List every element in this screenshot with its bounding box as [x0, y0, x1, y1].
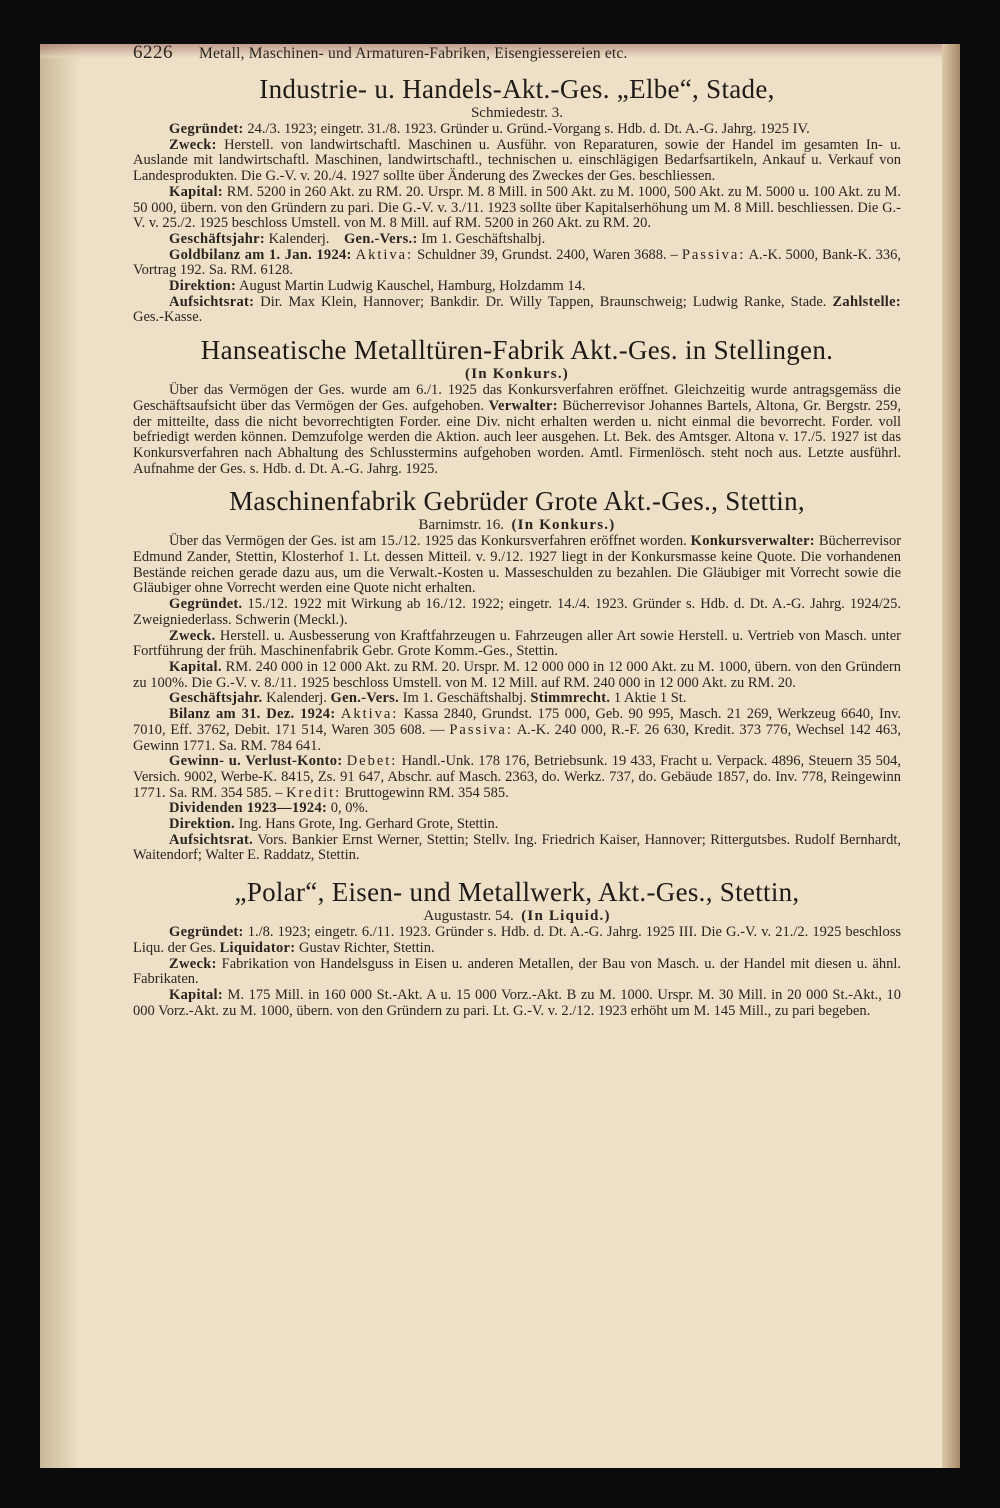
section-gap — [133, 864, 901, 876]
label-genvers: Gen.-Vers.: — [343, 230, 418, 247]
label-passiva: Passiva: — [681, 246, 746, 263]
entry-aufsichtsrat — [133, 295, 901, 326]
entry-direktion — [133, 279, 901, 295]
text-kapital: RM. 240 000 in 12 000 Akt. zu RM. 20. Urspr. M. 12 000 000 in 12 000 Akt. zu M. 1000, übern. von den Gründern zu 100%. Die G.-V. v. 8./11. 1925 beschloss Umstell. von M. 12 Mill. auf RM. 240 000 in 12 000 Akt. zu RM. 20. — [133, 658, 902, 691]
status-konkurs: (In Konkurs.) — [465, 366, 569, 383]
status-konkurs: (In Konkurs.) — [511, 517, 616, 534]
entry-zweck — [133, 957, 901, 988]
label-gegruendet: Gegründet: — [169, 121, 244, 137]
label-kapital: Kapital. — [169, 658, 222, 675]
entry-aufsichtsrat — [133, 833, 901, 864]
text-aktiva: Kassa 2840, Grundst. 175 000, Geb. 90 995, Masch. 21 269, Werkzeug 6640, Inv. 7010, Eff. 3762, Debit. 171 514, Waren 305 608. — — [133, 706, 902, 738]
text-zweck: Herstell. u. Ausbesserung von Kraftfahrzeugen u. Fahrzeugen aller Art sowie Herstell. u. Vertrieb von Masch. unter Fortführung der früh. Maschinenfabrik Gebr. Grote Komm.-Ges., Stettin. — [133, 627, 901, 660]
company-address: Augustastr. 54. — [423, 908, 514, 925]
entry-text — [133, 534, 901, 597]
label-gegruendet: Gegründet. — [169, 596, 243, 613]
company-entry-hanseatische — [133, 334, 901, 477]
text-genvers: Im 1. Geschäftshalbj. — [402, 690, 527, 707]
label-dividenden: Dividenden 1923—1924: — [169, 800, 328, 817]
label-aktiva: Aktiva: — [355, 246, 414, 263]
entry-text — [133, 383, 901, 477]
entry-bilanz — [133, 707, 901, 754]
text-geschaeftsjahr: Kalenderj. — [266, 690, 327, 707]
label-direktion: Direktion. — [169, 816, 235, 833]
text-gegruendet: 24./3. 1923; eingetr. 31./8. 1923. Gründer u. Gründ.-Vorgang s. Hdb. d. Dt. A.-G. Jahrg. 1925 IV. — [247, 121, 810, 137]
text-konkursverwalter: Bücherrevisor Edmund Zander, Stettin, Klosterhof 1. Lt. dessen Mitteil. v. 9./12. 1927 liegt in der Konkursmasse keine Quote. Die vorhandenen Bestände reichen gerade dazu aus, um die Verwalt.-Kosten u. Masseschulden zu bezahlen. Die Gläubiger mit Vorrecht sowie die Gläubiger ohne Vorrecht werden eine Quote nicht erhalten. — [133, 533, 902, 597]
text-stimmrecht: 1 Aktie 1 St. — [613, 690, 687, 707]
label-aufsichtsrat: Aufsichtsrat: — [169, 293, 255, 310]
text-direktion: August Martin Ludwig Kauschel, Hamburg, Holzdamm 14. — [239, 278, 586, 295]
label-aktiva: Aktiva: — [340, 706, 399, 723]
text-zweck: Fabrikation von Handelsguss in Eisen u. anderen Metallen, der Bau von Masch. u. der Handel mit diesen u. ähnl. Fabrikaten. — [133, 955, 902, 988]
company-address-line — [133, 517, 901, 534]
page-binding-shadow — [40, 44, 80, 1468]
company-title: Maschinenfabrik Gebrüder Grote Akt.-Ges., Stettin, — [229, 486, 805, 517]
label-genvers: Gen.-Vers. — [330, 690, 400, 707]
text-konkurs: Über das Vermögen der Ges. wurde am 6./1. 1925 das Konkursverfahren eröffnet. Gleichzeitig wurde antragsgemäss die Geschäftsaufsicht über das Vermögen der Ges. aufgehoben. — [133, 382, 901, 414]
entry-geschaeftsjahr — [133, 691, 901, 707]
running-header — [133, 42, 901, 73]
entry-kapital — [133, 660, 901, 691]
text-liquidator: Gustav Richter, Stettin. — [299, 939, 435, 956]
label-gegruendet: Gegründet: — [169, 924, 244, 941]
entry-goldbilanz — [133, 248, 901, 279]
company-title: Hanseatische Metalltüren-Fabrik Akt.-Ges. in Stellingen. — [200, 335, 834, 366]
company-address: Schmiedestr. 3. — [470, 105, 564, 121]
running-title: Metall, Maschinen- und Armaturen-Fabriken, Eisengiessereien etc. — [199, 45, 628, 62]
text-direktion: Ing. Hans Grote, Ing. Gerhard Grote, Stettin. — [238, 816, 499, 833]
text-passiva: A.-K. 240 000, R.-F. 26 630, Kredit. 373 776, Wechsel 142 463, Gewinn 1771. Sa. RM. 784 641. — [133, 721, 902, 754]
label-liquidator: Liquidator: — [219, 939, 296, 956]
label-zahlstelle: Zahlstelle: — [832, 293, 901, 310]
label-zweck: Zweck: — [169, 955, 217, 972]
label-bilanz: Bilanz am 31. Dez. 1924: — [169, 706, 336, 723]
company-entry-polar — [133, 876, 901, 1019]
label-goldbilanz: Goldbilanz am 1. Jan. 1924: — [169, 246, 352, 263]
company-entry-elbe — [133, 73, 901, 326]
text-verwalter: Bücherrevisor Johannes Bartels, Altona, Gr. Bergstr. 259, der mitteilte, dass die nicht bevorrechtigten Forder. eine Div. nicht erhalten werden u. nicht einmal die bevorrecht. Forder. voll befriedigt werden können. Demzufolge werden die Aktion. auch leer ausgehen. Lt. Bek. des Amtsger. Altona v. 17./5. 1927 ist das Konkursverfahren nach Abhaltung des Schlusstermins aufgehoben worden. Amtl. Firmenlösch. steht noch aus. Letzte ausführl. Aufnahme der Ges. s. Hdb. d. Dt. A.-G. Jahrg. 1925. — [133, 397, 902, 477]
label-direktion: Direktion: — [169, 278, 237, 295]
text-zahlstelle: Ges.-Kasse. — [133, 309, 203, 326]
entry-gegruendet — [133, 597, 901, 628]
label-verwalter: Verwalter: — [488, 397, 558, 414]
entry-zweck — [133, 629, 901, 660]
entry-gegruendet — [133, 122, 901, 138]
text-aktiva: Schuldner 39, Grundst. 2400, Waren 3688. – — [417, 246, 678, 263]
label-aufsichtsrat: Aufsichtsrat. — [169, 831, 254, 848]
label-passiva: Passiva: — [449, 721, 513, 738]
text-geschaeftsjahr: Kalenderj. — [268, 230, 330, 247]
label-geschaeftsjahr: Geschäftsjahr: — [169, 230, 266, 247]
label-stimmrecht: Stimmrecht. — [530, 690, 611, 707]
text-kapital: M. 175 Mill. in 160 000 St.-Akt. A u. 15 000 Vorz.-Akt. B zu M. 1000. Urspr. M. 30 Mill. in 20 000 St.-Akt., 10 000 Vorz.-Akt. zu M. 1000, übern. von den Gründern zu pari. Lt. G.-V. v. 2./12. 1923 erhöht um M. 145 Mill., zu pari begeben. — [133, 986, 902, 1019]
status-liquid: (In Liquid.) — [521, 908, 611, 925]
company-title: Industrie- u. Handels-Akt.-Ges. „Elbe“, Stade, — [259, 74, 775, 104]
text-aufsichtsrat: Vors. Bankier Ernst Werner, Stettin; Stellv. Ing. Friedrich Kaiser, Hannover; Rittergutsbes. Rudolf Bernhardt, Waitendorf; Walter E. Raddatz, Stettin. — [133, 831, 901, 864]
text-gegruendet: 1./8. 1923; eingetr. 6./11. 1923. Gründer s. Hdb. d. Dt. A.-G. Jahrg. 1925 III. Die G.-V. v. 21./2. 1925 beschloss Liqu. der Ges. — [133, 924, 902, 956]
text-aufsichtsrat: Dir. Max Klein, Hannover; Bankdir. Dr. Willy Tappen, Braunschweig; Ludwig Ranke, Stade. — [260, 293, 827, 310]
entry-kapital — [133, 988, 901, 1019]
company-entry-grote — [133, 485, 901, 864]
text-kredit: Bruttogewinn RM. 354 585. — [344, 784, 509, 801]
page-content — [133, 42, 902, 1019]
company-address: Barnimstr. 16. — [418, 517, 504, 534]
entry-direktion — [133, 817, 901, 833]
label-kapital: Kapital: — [169, 183, 223, 200]
entry-dividenden — [133, 801, 901, 817]
label-zweck: Zweck: — [169, 136, 217, 153]
label-guv: Gewinn- u. Verlust-Konto: — [169, 753, 343, 770]
text-debet: Handl.-Unk. 178 176, Betriebsunk. 19 433, Fracht u. Verpack. 4896, Steuern 35 504, Versich. 9002, Werbe-K. 8415, Zs. 91 647, Abschr. auf Masch. 2363, do. Werkz. 737, do. Gebäude 1857, do. Inv. 778, Reingewinn 1771. Sa. RM. 354 585. – — [133, 753, 902, 801]
section-gap — [133, 477, 901, 485]
text-dividenden: 0, 0%. — [330, 800, 369, 817]
company-address-line — [133, 908, 901, 925]
company-status — [133, 366, 901, 383]
text-gegruendet: 15./12. 1922 mit Wirkung ab 16./12. 1922; eingetr. 14./4. 1923. Gründer s. Hdb. d. Dt. A.-G. Jahrg. 1924/25. Zweigniederlass. Schwerin (Meckl.). — [133, 596, 902, 628]
page-right-edge — [942, 44, 960, 1468]
section-gap — [133, 326, 901, 334]
entry-zweck — [133, 138, 901, 185]
label-konkursverwalter: Konkursverwalter: — [690, 533, 815, 550]
entry-geschaeftsjahr — [133, 232, 901, 248]
label-geschaeftsjahr: Geschäftsjahr. — [169, 690, 263, 707]
entry-guv — [133, 754, 901, 801]
label-debet: Debet: — [346, 753, 398, 770]
text-passiva: A.-K. 5000, Bank-K. 336, Vortrag 192. Sa. RM. 6128. — [133, 246, 901, 279]
text-konkurs: Über das Vermögen der Ges. ist am 15./12. 1925 das Konkursverfahren eröffnet worden. — [169, 533, 687, 550]
entry-gegruendet — [133, 925, 901, 956]
text-kapital: RM. 5200 in 260 Akt. zu RM. 20. Urspr. M. 8 Mill. in 500 Akt. zu M. 1000, 500 Akt. zu M. 5000 u. 100 Akt. zu M. 50 000, übern. von den Gründern zu pari. Die G.-V. v. 3./11. 1923 sollte über Kapitalserhöhung um M. 8 Mill. beschliessen. Die G.-V. v. 25./2. 1925 beschloss Umstell. von M. 8 Mill. auf RM. 5200 in 260 Akt. zu RM. 20. — [133, 183, 902, 232]
label-kredit: Kredit: — [286, 784, 342, 801]
label-zweck: Zweck. — [169, 627, 216, 644]
page-number: 6226 — [133, 42, 173, 63]
text-zweck: Herstell. von landwirtschaftl. Maschinen u. Ausführ. von Reparaturen, sowie der Handel im gesamten In- u. Auslande mit landwirtschaftl. Maschinen, landwirtschaftl., technischen u. einschlägigen Bedarfsartikeln, Ankauf u. Verkauf von Landesprodukten. Die G.-V. v. 20./4. 1927 sollte über Änderung des Zweckes der Ges. beschliessen. — [133, 136, 902, 185]
company-title: „Polar“, Eisen- und Metallwerk, Akt.-Ges., Stettin, — [234, 877, 800, 908]
text-genvers: Im 1. Geschäftshalbj. — [421, 230, 546, 247]
entry-kapital — [133, 185, 901, 232]
label-kapital: Kapital: — [169, 986, 223, 1003]
